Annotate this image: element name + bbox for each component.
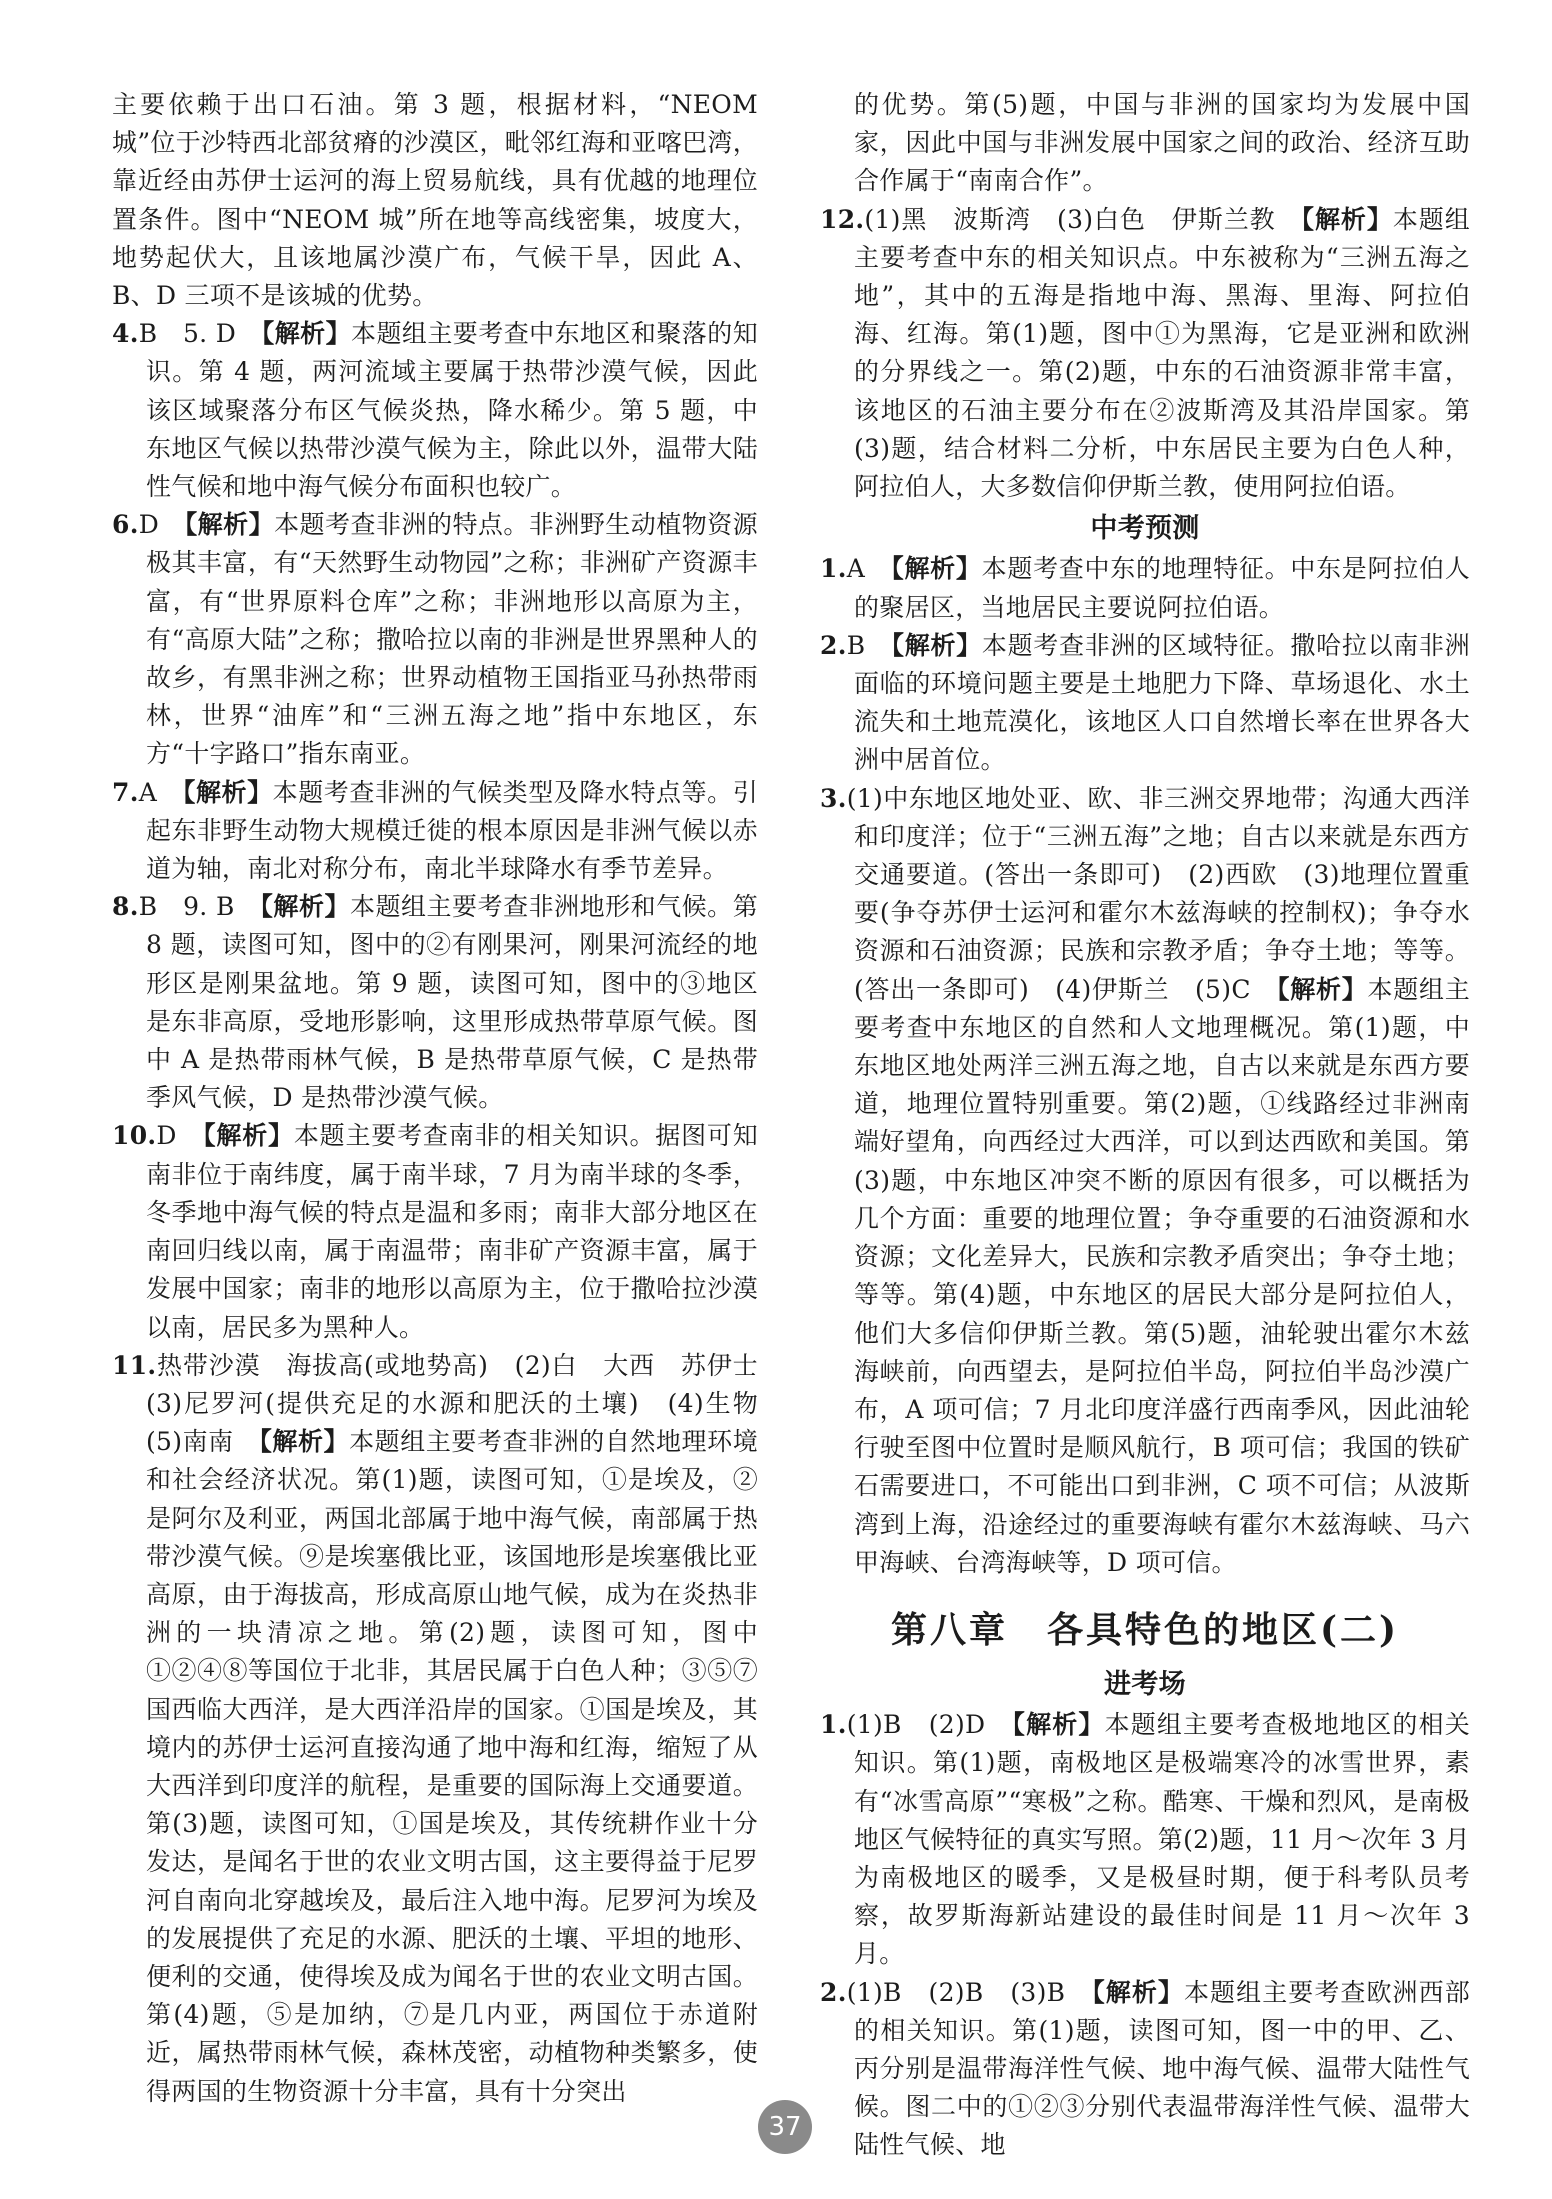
item-answer: (1)B (2)B (3)B — [846, 1977, 1093, 2007]
item-number: 3. — [820, 783, 847, 813]
item-answer: B 9. B — [138, 892, 261, 922]
page-number-badge: 37 — [758, 2100, 812, 2154]
item-analysis: 本题主要考查南非的相关知识。据图可知南非位于南纬度，属于南半球，7 月为南半球的冬季，冬季地中海气候的特点是温和多雨；南非大部分地区在南回归线以南，属于南温带；南非矿产资源丰富，属于发展中国家；南非的地形以高原为主，位于撒哈拉沙漠以南，居民多为黑种人。 — [146, 1121, 759, 1342]
answer-item-12 — [820, 201, 1470, 507]
chapter-title: 第八章 各具特色的地区(二) — [890, 1608, 1400, 1651]
item-analysis: 本题考查中东的地理特征。中东是阿拉伯人的聚居区，当地居民主要说阿拉伯语。 — [854, 554, 1471, 622]
item-analysis: 本题组主要考查非洲的自然地理环境和社会经济状况。第(1)题，读图可知，①是埃及，②是阿尔及利亚，两国北部属于地中海气候，南部属于热带沙漠气候。⑨是埃塞俄比亚，该国地形是埃塞俄比亚高原，由于海拔高，形成高原山地气候，成为在炎热非洲的一块清凉之地。第(2)题，读图可知，图中①②④⑧等国位于北非，其居民属于白色人种；③⑤⑦国西临大西洋，是大西洋沿岸的国家。①国是埃及，其境内的苏伊士运河直接沟通了地中海和红海，缩短了从大西洋到印度洋的航程，是重要的国际海上交通要道。第(3)题，读图可知，①国是埃及，其传统耕作业十分发达，是闻名于世的农业文明古国，这主要得益于尼罗河自南向北穿越埃及，最后注入地中海。尼罗河为埃及的发展提供了充足的水源、肥沃的土壤、平坦的地形、便利的交通，使得埃及成为闻名于世的农业文明古国。第(4)题，⑤是加纳，⑦是几内亚，两国位于赤道附近，属热带雨林气候，森林茂密，动植物种类繁多，使得两国的生物资源十分丰富，具有十分突出 — [146, 1427, 758, 2106]
right-column — [820, 86, 1470, 2165]
analysis-tag: 【解析】 — [259, 1427, 350, 1457]
left-column — [112, 86, 784, 2111]
exam-item-2 — [820, 1974, 1470, 2165]
analysis-tag: 【解析】 — [1012, 1710, 1105, 1740]
answer-item-11 — [112, 1347, 784, 2111]
analysis-tag: 【解析】 — [203, 1121, 294, 1151]
item-analysis: 本题组主要考查中东的相关知识点。中东被称为“三洲五海之地”，其中的五海是指地中海、黑海、里海、阿拉伯海、红海。第(1)题，图中①为黑海，它是亚洲和欧洲的分界线之一。第(2)题，中东的石油资源非常丰富，该地区的石油主要分布在②波斯湾及其沿岸国家。第(3)题，结合材料二分析，中东居民主要为白色人种，阿拉伯人，大多数信仰伊斯兰教，使用阿拉伯语。 — [854, 204, 1470, 502]
item-answer: (1)中东地区地处亚、欧、非三洲交界地带；沟通大西洋和印度洋；位于“三洲五海”之地；自古以来就是东西方交通要道。(答出一条即可) (2)西欧 (3)地理位置重要(争夺苏伊士运河和霍尔木兹海峡的控制权)；争夺水资源和石油资源；民族和宗教矛盾；争夺土地；等等。(答出一条即可) (4)伊斯兰 (5)C — [846, 783, 1470, 1004]
item-answer: A — [846, 554, 892, 584]
analysis-tag: 【解析】 — [1301, 204, 1393, 234]
analysis-tag: 【解析】 — [260, 892, 350, 922]
item-answer: (1)黑 波斯湾 (3)白色 伊斯兰教 — [864, 204, 1302, 234]
analysis-tag: 【解析】 — [891, 630, 982, 660]
item-number: 11. — [112, 1350, 157, 1380]
item-answer: D — [138, 510, 185, 540]
item-number: 10. — [112, 1121, 157, 1151]
paragraph-continuation: 主要依赖于出口石油。第 3 题，根据材料，“NEOM 城”位于沙特西北部贫瘠的沙漠区，毗邻红海和亚喀巴湾，靠近经由苏伊士运河的海上贸易航线，具有优越的地理位置条件。图中“NEOM 城”所在地等高线密集，坡度大，地势起伏大，且该地属沙漠广布，气候干旱，因此 A、B、D 三项不是该城的优势。 — [112, 90, 758, 311]
section-title-exam-room: 进考场 — [1104, 1668, 1186, 1700]
item-analysis: 本题组主要考查欧洲西部的相关知识。第(1)题，读图可知，图一中的甲、乙、丙分别是温带海洋性气候、地中海气候、温带大陆性气候。图二中的①②③分别代表温带海洋性气候、温带大陆性气候、地 — [854, 1977, 1470, 2160]
item-number: 2. — [820, 630, 847, 660]
analysis-tag: 【解析】 — [182, 777, 273, 807]
answer-item-10 — [112, 1117, 758, 1346]
analysis-tag: 【解析】 — [891, 554, 982, 584]
item-answer: 热带沙漠 海拔高(或地势高) (2)白 大西 苏伊士 (3)尼罗河(提供充足的水源和肥沃的土壤) (4)生物 (5)南南 — [146, 1350, 784, 1457]
item-number: 1. — [820, 554, 847, 584]
item-answer: D — [156, 1121, 204, 1151]
item-number: 8. — [112, 892, 139, 922]
analysis-tag: 【解析】 — [184, 510, 275, 540]
item-answer: A — [138, 777, 183, 807]
item-analysis: 本题组主要考查非洲地形和气候。第 8 题，读图可知，图中的②有刚果河，刚果河流经的地形区是刚果盆地。第 9 题，读图可知，图中的③地区是东非高原，受地形影响，这里形成热带草原气候。图中 A 是热带雨林气候，B 是热带草原气候，C 是热带季风气候，D 是热带沙漠气候。 — [146, 892, 758, 1113]
item-analysis: 本题考查非洲的区域特征。撒哈拉以南非洲面临的环境问题主要是土地肥力下降、草场退化、水土流失和土地荒漠化，该地区人口自然增长率在世界各大洲中居首位。 — [854, 630, 1471, 775]
item-answer: B 5. D — [138, 319, 262, 349]
forecast-item-2 — [820, 627, 1470, 780]
item-number: 12. — [820, 204, 865, 234]
item-analysis: 本题组主要考查中东地区的自然和人文地理概况。第(1)题，中东地区地处两洋三洲五海之地，自古以来就是东西方要道，地理位置特别重要。第(2)题，①线路经过非洲南端好望角，向西经过大西洋，可以到达西欧和美国。第(3)题，中东地区冲突不断的原因有很多，可以概括为几个方面：重要的地理位置；争夺重要的石油资源和水资源；文化差异大，民族和宗教矛盾突出；争夺土地；等等。第(4)题，中东地区的居民大部分是阿拉伯人，他们大多信仰伊斯兰教。第(5)题，油轮驶出霍尔木兹海峡前，向西望去，是阿拉伯半岛，阿拉伯半岛沙漠广布，A 项可信；7 月北印度洋盛行西南季风，因此油轮行驶至图中位置时是顺风航行，B 项可信；我国的铁矿石需要进口，不可能出口到非洲，C 项不可信；从波斯湾到上海，沿途经过的重要海峡有霍尔木兹海峡、马六甲海峡、台湾海峡等，D 项可信。 — [854, 974, 1471, 1577]
answer-item-6 — [112, 506, 758, 773]
section-title-exam-forecast: 中考预测 — [1090, 513, 1200, 545]
item-analysis: 本题组主要考查中东地区和聚落的知识。第 4 题，两河流域主要属于热带沙漠气候，因此该区域聚落分布区气候炎热，降水稀少。第 5 题，中东地区气候以热带沙漠气候为主，除此以外，温带大陆性气候和地中海气候分布面积也较广。 — [146, 319, 758, 502]
item-number: 1. — [820, 1710, 847, 1740]
item-analysis: 本题组主要考查极地地区的相关知识。第(1)题，南极地区是极端寒冷的冰雪世界，素有“冰雪高原”“寒极”之称。酷寒、干燥和烈风，是南极地区气候特征的真实写照。第(2)题，11 月～次年 3 月为南极地区的暖季，又是极昼时期，便于科考队员考察，故罗斯海新站建设的最佳时间是 11 月～次年 3 月。 — [854, 1710, 1470, 1969]
analysis-tag: 【解析】 — [1092, 1977, 1184, 2007]
analysis-tag: 【解析】 — [1276, 974, 1368, 1004]
answer-item-4-5 — [112, 315, 758, 506]
item-number: 7. — [112, 777, 139, 807]
analysis-tag: 【解析】 — [261, 319, 352, 349]
paragraph-continuation: 的优势。第(5)题，中国与非洲的国家均为发展中国家，因此中国与非洲发展中国家之间的政治、经济互助合作属于“南南合作”。 — [854, 90, 1470, 196]
item-analysis: 本题考查非洲的气候类型及降水特点等。引起东非野生动物大规模迁徙的根本原因是非洲气候以赤道为轴，南北对称分布，南北半球降水有季节差异。 — [146, 777, 759, 884]
item-answer: B — [846, 630, 892, 660]
answer-item-7 — [112, 774, 758, 889]
item-analysis: 本题考查非洲的特点。非洲野生动植物资源极其丰富，有“天然野生动物园”之称；非洲矿产资源丰富，有“世界原料仓库”之称；非洲地形以高原为主，有“高原大陆”之称；撒哈拉以南的非洲是世界黑种人的故乡，有黑非洲之称；世界动植物王国指亚马孙热带雨林，世界“油库”和“三洲五海之地”指中东地区，东方“十字路口”指东南亚。 — [146, 510, 758, 769]
item-answer: (1)B (2)D — [846, 1710, 1013, 1740]
exam-item-1 — [820, 1706, 1470, 1973]
forecast-item-1 — [820, 550, 1470, 626]
answer-item-8-9 — [112, 888, 758, 1117]
item-number: 6. — [112, 510, 139, 540]
item-number: 4. — [112, 319, 139, 349]
forecast-item-3 — [820, 780, 1470, 1582]
item-number: 2. — [820, 1977, 847, 2007]
